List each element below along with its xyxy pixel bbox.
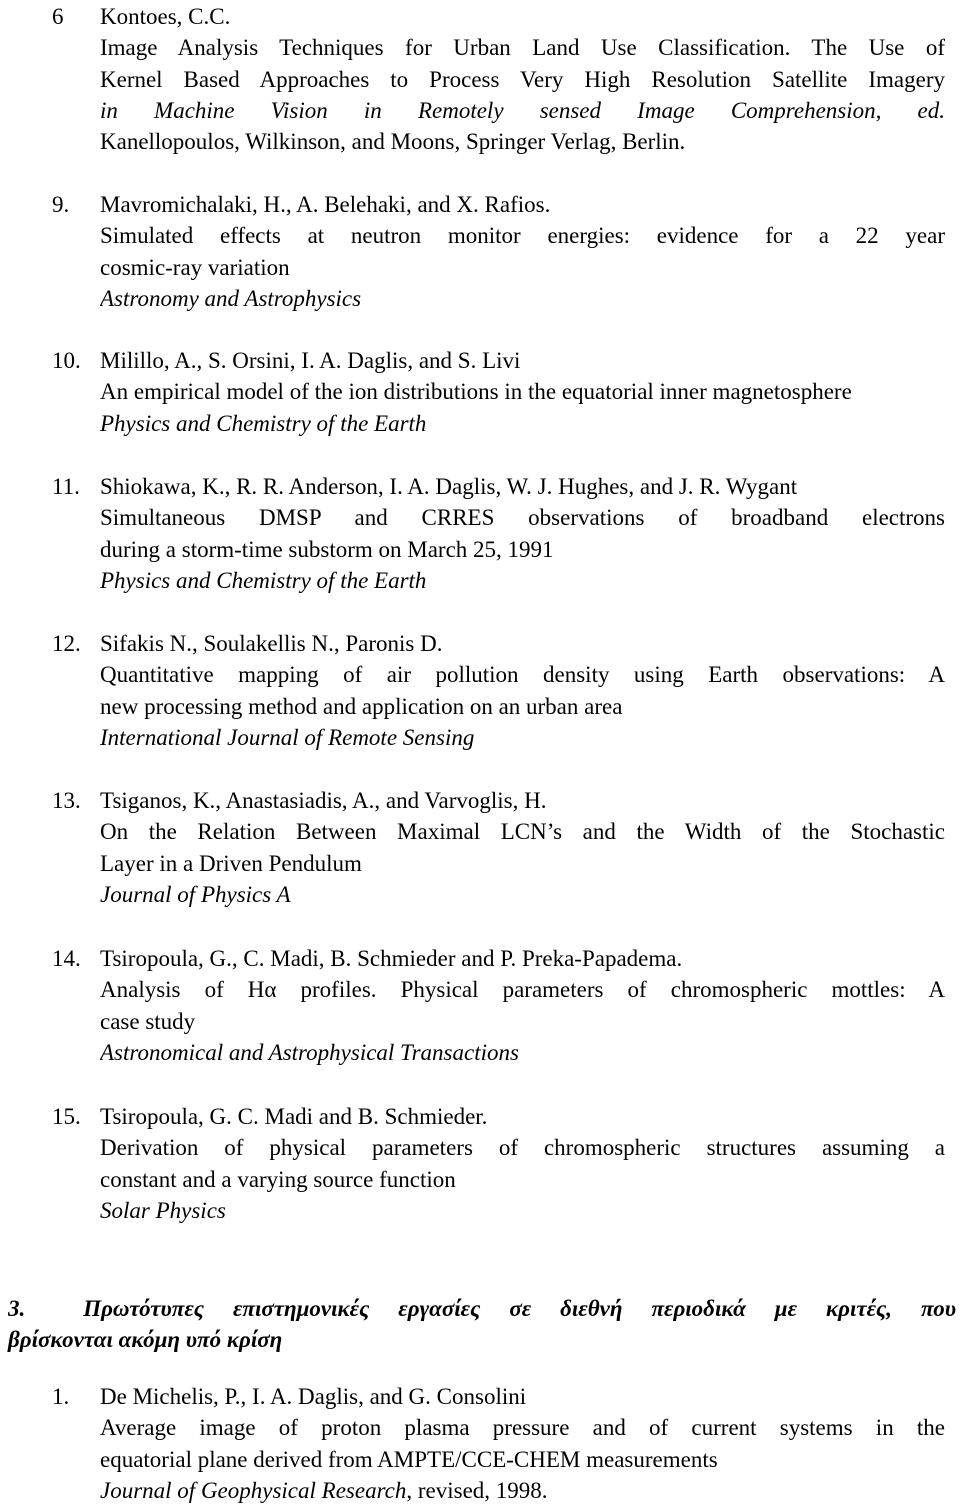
reference-title-line: On the Relation Between Maximal LCN’s and the Width of the Stochastic [100,819,945,845]
reference-journal: Physics and Chemistry of the Earth [100,567,427,593]
reference-journal: Solar Physics [100,1197,226,1223]
reference-journal: Physics and Chemistry of the Earth [100,410,427,436]
reference-title-line: case study [100,1008,196,1034]
reference-authors: Mavromichalaki, H., A. Belehaki, and X. Rafios. [100,192,551,217]
reference-publisher-line: Kanellopoulos, Wilkinson, and Moons, Springer Verlag, Berlin. [100,129,686,155]
reference-title-line: equatorial plane derived from AMPTE/CCE-CHEM measurements [100,1446,718,1472]
reference-number: 12. [52,631,81,656]
reference-title-line: Average image of proton plasma pressure and of current systems in the [100,1415,945,1441]
reference-number: 10. [52,348,81,373]
reference-number: 1. [52,1384,70,1409]
reference-15 [0,1101,960,1226]
reference-authors: Milillo, A., S. Orsini, I. A. Daglis, and S. Livi [100,348,521,373]
reference-title-line: An empirical model of the ion distributions in the equatorial inner magnetosphere [100,379,852,405]
reference-journal: Journal of Physics A [100,881,291,907]
reference-title-line: new processing method and application on an urban area [100,693,623,719]
reference-title-line: Kernel Based Approaches to Process Very High Resolution Satellite Imagery [100,66,945,92]
reference-authors: Sifakis N., Soulakellis N., Paronis D. [100,631,443,656]
reference-authors: Kontoes, C.C. [100,4,231,29]
reference-section3-1 [0,1381,960,1506]
reference-number: 11. [52,474,80,499]
reference-journal: International Journal of Remote Sensing [100,724,475,750]
reference-status: , revised, 1998. [406,1477,548,1503]
reference-10 [0,345,960,439]
reference-number: 15. [52,1104,81,1129]
reference-title-line: constant and a varying source function [100,1166,456,1192]
section-heading [8,1293,956,1356]
section-title-line: Πρωτότυπες επιστημονικές εργασίες σε διεθνή περιοδικά με κριτές, που [83,1296,956,1321]
reference-title-line: Layer in a Driven Pendulum [100,850,362,876]
reference-title-line: Simultaneous DMSP and CRRES observations of broadband electrons [100,505,945,531]
reference-title-line: Analysis of Hα profiles. Physical parameters of chromospheric mottles: A [100,977,945,1003]
reference-authors: Shiokawa, K., R. R. Anderson, I. A. Daglis, W. J. Hughes, and J. R. Wygant [100,474,798,499]
reference-11 [0,471,960,596]
reference-authors: Tsiganos, K., Anastasiadis, A., and Varvoglis, H. [100,788,547,813]
reference-authors: Tsiropoula, G. C. Madi and B. Schmieder. [100,1104,488,1129]
section-number: 3. [8,1296,26,1321]
reference-title-line: Image Analysis Techniques for Urban Land Use Classification. The Use of [100,35,945,61]
reference-6 [0,1,960,157]
section-heading-line [8,1293,956,1324]
reference-9 [0,189,960,314]
reference-journal: Astronomy and Astrophysics [100,285,362,311]
reference-journal-line [100,1475,945,1506]
reference-title-line: during a storm-time substorm on March 25, 1991 [100,536,554,562]
reference-number: 13. [52,788,81,813]
reference-authors: De Michelis, P., I. A. Daglis, and G. Consolini [100,1384,527,1409]
reference-number: 6 [52,4,64,29]
reference-title-line: Quantitative mapping of air pollution density using Earth observations: A [100,662,945,688]
reference-title-line: cosmic-ray variation [100,254,290,280]
reference-journal: Journal of Geophysical Research [100,1477,407,1503]
reference-12 [0,628,960,753]
reference-title-line: Simulated effects at neutron monitor energies: evidence for a 22 year [100,223,945,249]
reference-authors: Tsiropoula, G., C. Madi, B. Schmieder and P. Preka-Papadema. [100,946,683,971]
reference-number: 9. [52,192,70,217]
reference-number: 14. [52,946,81,971]
reference-journal: Astronomical and Astrophysical Transactions [100,1039,519,1065]
reference-title-line: Derivation of physical parameters of chromospheric structures assuming a [100,1135,945,1161]
reference-13 [0,785,960,910]
reference-book-line: in Machine Vision in Remotely sensed Image Comprehension, ed. [100,97,945,123]
section-title-line: βρίσκονται ακόμη υπό κρίση [8,1327,283,1353]
reference-14 [0,943,960,1068]
